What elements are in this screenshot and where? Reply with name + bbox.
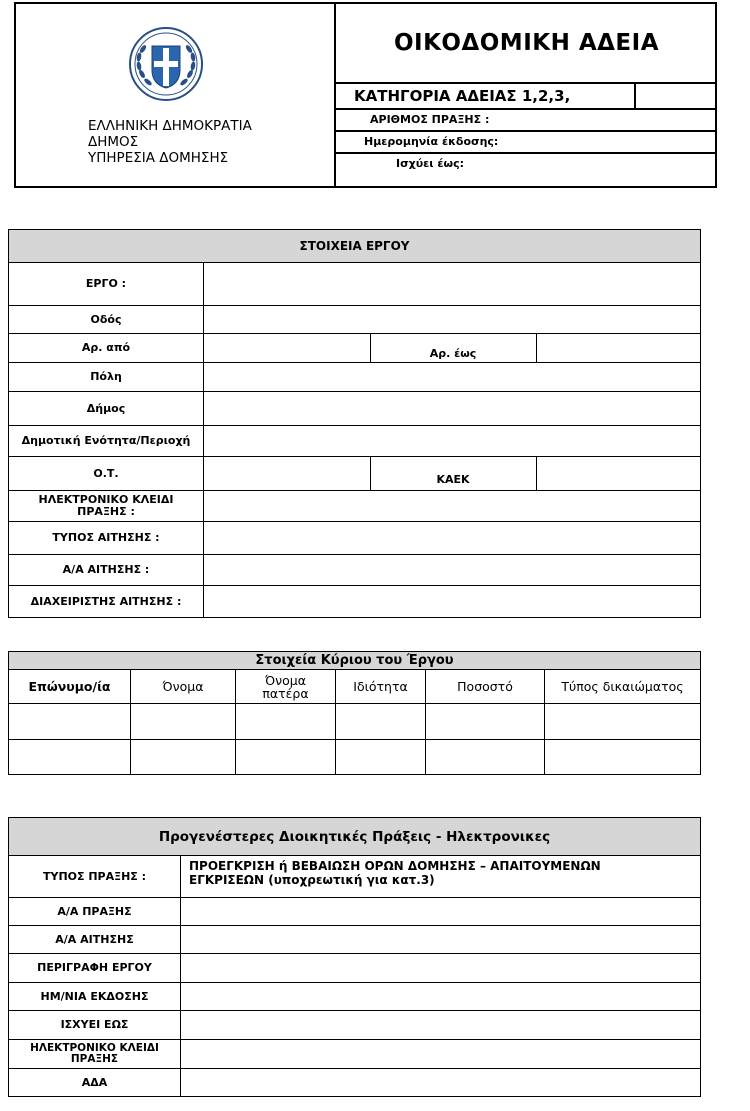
act-number-label: ΑΡΙΘΜΟΣ ΠΡΑΞΗΣ :: [370, 113, 490, 126]
owners-cell[interactable]: [9, 740, 131, 774]
previous-acts-type-value: ΠΡΟΕΓΚΡΙΣΗ ή ΒΕΒΑΙΩΣΗ ΟΡΩΝ ΔΟΜΗΣΗΣ – ΑΠΑΙΤΟΥΜΕΝΩΝ ΕΓΚΡΙΣΕΩΝ (υποχρεωτική για κατ.3): [189, 859, 601, 887]
owners-cell[interactable]: [9, 704, 131, 739]
project-details-title: ΣΤΟΙΧΕΙΑ ΕΡΓΟΥ: [9, 230, 700, 263]
previous-acts-label-issue-date: ΗΜ/ΝΙΑ ΕΚΔΟΣΗΣ: [9, 983, 181, 1010]
divider: [536, 457, 537, 490]
issuer-line-country: ΕΛΛΗΝΙΚΗ ΔΗΜΟΚΡΑΤΙΑ: [88, 118, 252, 134]
project-label-city: Πόλη: [9, 363, 204, 391]
owners-cell[interactable]: [336, 704, 426, 739]
project-row-work[interactable]: [9, 263, 700, 306]
previous-acts-row-application-number[interactable]: [9, 926, 700, 954]
owners-cell[interactable]: [426, 740, 545, 774]
permit-category: ΚΑΤΗΓΟΡΙΑ ΑΔΕΙΑΣ 1,2,3,: [354, 87, 571, 105]
issue-date-row[interactable]: [336, 132, 717, 154]
project-row-street[interactable]: [9, 306, 700, 334]
previous-acts-label-ada: ΑΔΑ: [9, 1069, 181, 1096]
project-row-electronic-key[interactable]: [9, 491, 700, 522]
permit-category-value-cell[interactable]: [634, 84, 719, 108]
owners-table-row[interactable]: [9, 704, 700, 740]
project-label-work: ΕΡΓΟ :: [9, 263, 204, 305]
project-label-block: Ο.Τ.: [9, 457, 204, 490]
project-label-application-manager: ΔΙΑΧΕΙΡΙΣΤΗΣ ΑΙΤΗΣΗΣ :: [9, 586, 204, 617]
owners-col-percentage: Ποσοστό: [426, 670, 545, 703]
owners-cell[interactable]: [131, 704, 236, 739]
divider: [536, 334, 537, 362]
owners-cell[interactable]: [236, 740, 336, 774]
previous-acts-label-valid-until: ΙΣΧΥΕΙ ΕΩΣ: [9, 1011, 181, 1039]
previous-acts-row-valid-until[interactable]: [9, 1011, 700, 1040]
project-label-electronic-key: ΗΛΕΚΤΡΟΝΙΚΟ ΚΛΕΙΔΙ ΠΡΑΞΗΣ :: [9, 491, 204, 521]
owners-col-surname: Επώνυμο/ία: [9, 670, 131, 703]
project-row-block-kaek[interactable]: [9, 457, 700, 491]
owners-col-father-name: Όνομα πατέρα: [236, 670, 336, 703]
owners-title: Στοιχεία Κύριου του Έργου: [9, 652, 700, 670]
project-row-district[interactable]: [9, 426, 700, 457]
permit-info-block: [336, 4, 717, 186]
valid-until-label: Ισχύει έως:: [396, 157, 465, 170]
project-label-number-to: Αρ. έως: [429, 346, 477, 360]
project-row-city[interactable]: [9, 363, 700, 392]
project-label-district: Δημοτική Ενότητα/Περιοχή: [9, 426, 204, 456]
previous-acts-row-issue-date[interactable]: [9, 983, 700, 1011]
previous-acts-row-act-number[interactable]: [9, 898, 700, 926]
issuer-line-service: ΥΠΗΡΕΣΙΑ ΔΟΜΗΣΗΣ: [88, 150, 229, 166]
issuer-line-municipality: ΔΗΜΟΣ: [88, 134, 139, 150]
previous-acts-title: Προγενέστερες Διοικητικές Πράξεις - Ηλεκτρονικες: [9, 818, 700, 856]
owners-table: [8, 651, 701, 775]
previous-acts-label-application-number: Α/Α ΑΙΤΗΣΗΣ: [9, 926, 181, 953]
previous-acts-label-electronic-key: ΗΛΕΚΤΡΟΝΙΚΟ ΚΛΕΙΔΙ ΠΡΑΞΗΣ: [9, 1040, 181, 1068]
previous-acts-row-description[interactable]: [9, 954, 700, 983]
permit-category-row: [336, 84, 717, 110]
project-label-application-type: ΤΥΠΟΣ ΑΙΤΗΣΗΣ :: [9, 522, 204, 554]
project-label-application-number: Α/Α ΑΙΤΗΣΗΣ :: [9, 555, 204, 585]
previous-acts-row-electronic-key[interactable]: [9, 1040, 700, 1069]
project-row-application-type[interactable]: [9, 522, 700, 555]
owners-col-name: Όνομα: [131, 670, 236, 703]
owners-cell[interactable]: [336, 740, 426, 774]
project-label-kaek: ΚΑΕΚ: [436, 473, 470, 486]
owners-col-capacity: Ιδιότητα: [336, 670, 426, 703]
project-row-application-number[interactable]: [9, 555, 700, 586]
issue-date-label: Ημερομηνία έκδοσης:: [364, 135, 499, 148]
owners-cell[interactable]: [131, 740, 236, 774]
project-row-application-manager[interactable]: [9, 586, 700, 617]
issuer-block: [16, 4, 336, 186]
issuer-text: [88, 118, 252, 166]
owners-cell[interactable]: [236, 704, 336, 739]
previous-acts-label-type: ΤΥΠΟΣ ΠΡΑΞΗΣ :: [9, 856, 181, 897]
document-header: [14, 2, 717, 188]
project-label-number-from: Αρ. από: [9, 334, 204, 362]
project-row-municipality[interactable]: [9, 392, 700, 426]
project-row-number-range[interactable]: [9, 334, 700, 363]
previous-acts-row-type[interactable]: [9, 856, 700, 898]
previous-acts-label-act-number: Α/Α ΠΡΑΞΗΣ: [9, 898, 181, 925]
project-label-street: Οδός: [9, 306, 204, 333]
owners-header-row: [9, 670, 700, 704]
previous-acts-row-ada[interactable]: [9, 1069, 700, 1096]
project-details-table: [8, 229, 701, 618]
owners-table-row[interactable]: [9, 740, 700, 774]
document-title: ΟΙΚΟΔΟΜΙΚΗ ΑΔΕΙΑ: [336, 4, 717, 84]
valid-until-row[interactable]: [336, 154, 717, 186]
previous-acts-table: [8, 817, 701, 1097]
act-number-row[interactable]: [336, 110, 717, 132]
owners-col-right-type: Τύπος δικαιώματος: [561, 679, 684, 694]
greek-coat-of-arms-icon: [128, 26, 204, 102]
previous-acts-label-description: ΠΕΡΙΓΡΑΦΗ ΕΡΓΟΥ: [9, 954, 181, 982]
owners-cell[interactable]: [426, 704, 545, 739]
project-label-municipality: Δήμος: [9, 392, 204, 425]
